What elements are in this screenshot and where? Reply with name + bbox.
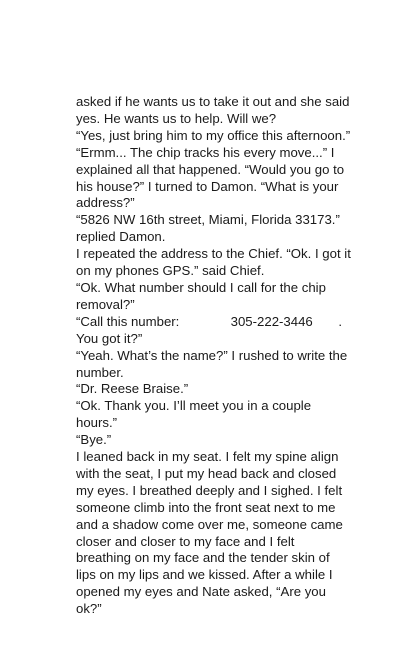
text-line: “Yes, just bring him to my office this afternoon.” bbox=[76, 127, 351, 143]
document-page bbox=[76, 94, 376, 618]
text-line: “Dr. Reese Braise.” bbox=[76, 381, 189, 397]
text-line: and a shadow come over me, someone came bbox=[76, 516, 343, 532]
text-line: breathing on my face and the tender skin of bbox=[76, 550, 330, 566]
text-line: I repeated the address to the Chief. “Ok. I got it bbox=[76, 246, 351, 262]
text-line: “Ok. What number should I call for the chip bbox=[76, 279, 326, 295]
text-line: on my phones GPS.” said Chief. bbox=[76, 263, 265, 279]
text-line: hours.” bbox=[76, 415, 118, 431]
text-line: with the seat, I put my head back and closed bbox=[76, 465, 337, 481]
text-line: “Call this number: 305-222-3446 . bbox=[76, 313, 343, 329]
text-line: I leaned back in my seat. I felt my spine align bbox=[76, 449, 339, 465]
text-line: “Bye.” bbox=[76, 432, 112, 448]
text-line: my eyes. I breathed deeply and I sighed. I felt bbox=[76, 482, 343, 498]
text-line: address?” bbox=[76, 195, 135, 211]
text-line: lips on my lips and we kissed. After a while I bbox=[76, 567, 333, 583]
text-line: “Yeah. What’s the name?” I rushed to write the bbox=[76, 347, 348, 363]
text-line: “5826 NW 16th street, Miami, Florida 33173.” bbox=[76, 212, 340, 228]
text-line: “Ermm... The chip tracks his every move...” I bbox=[76, 144, 335, 160]
text-line: closer and closer to my face and I felt bbox=[76, 533, 295, 549]
text-line: removal?” bbox=[76, 296, 135, 312]
text-line: asked if he wants us to take it out and she said bbox=[76, 94, 350, 109]
text-line: ok?” bbox=[76, 601, 102, 617]
text-line: explained all that happened. “Would you go to bbox=[76, 161, 345, 177]
text-line: someone climb into the front seat next to me bbox=[76, 499, 336, 515]
text-line: replied Damon. bbox=[76, 229, 166, 245]
text-line: opened my eyes and Nate asked, “Are you bbox=[76, 584, 326, 600]
text-line: his house?” I turned to Damon. “What is your bbox=[76, 178, 339, 194]
text-line: You got it?” bbox=[76, 330, 143, 346]
text-line: yes. He wants us to help. Will we? bbox=[76, 110, 277, 126]
text-line: number. bbox=[76, 364, 124, 380]
text-line: “Ok. Thank you. I’ll meet you in a couple bbox=[76, 398, 312, 414]
